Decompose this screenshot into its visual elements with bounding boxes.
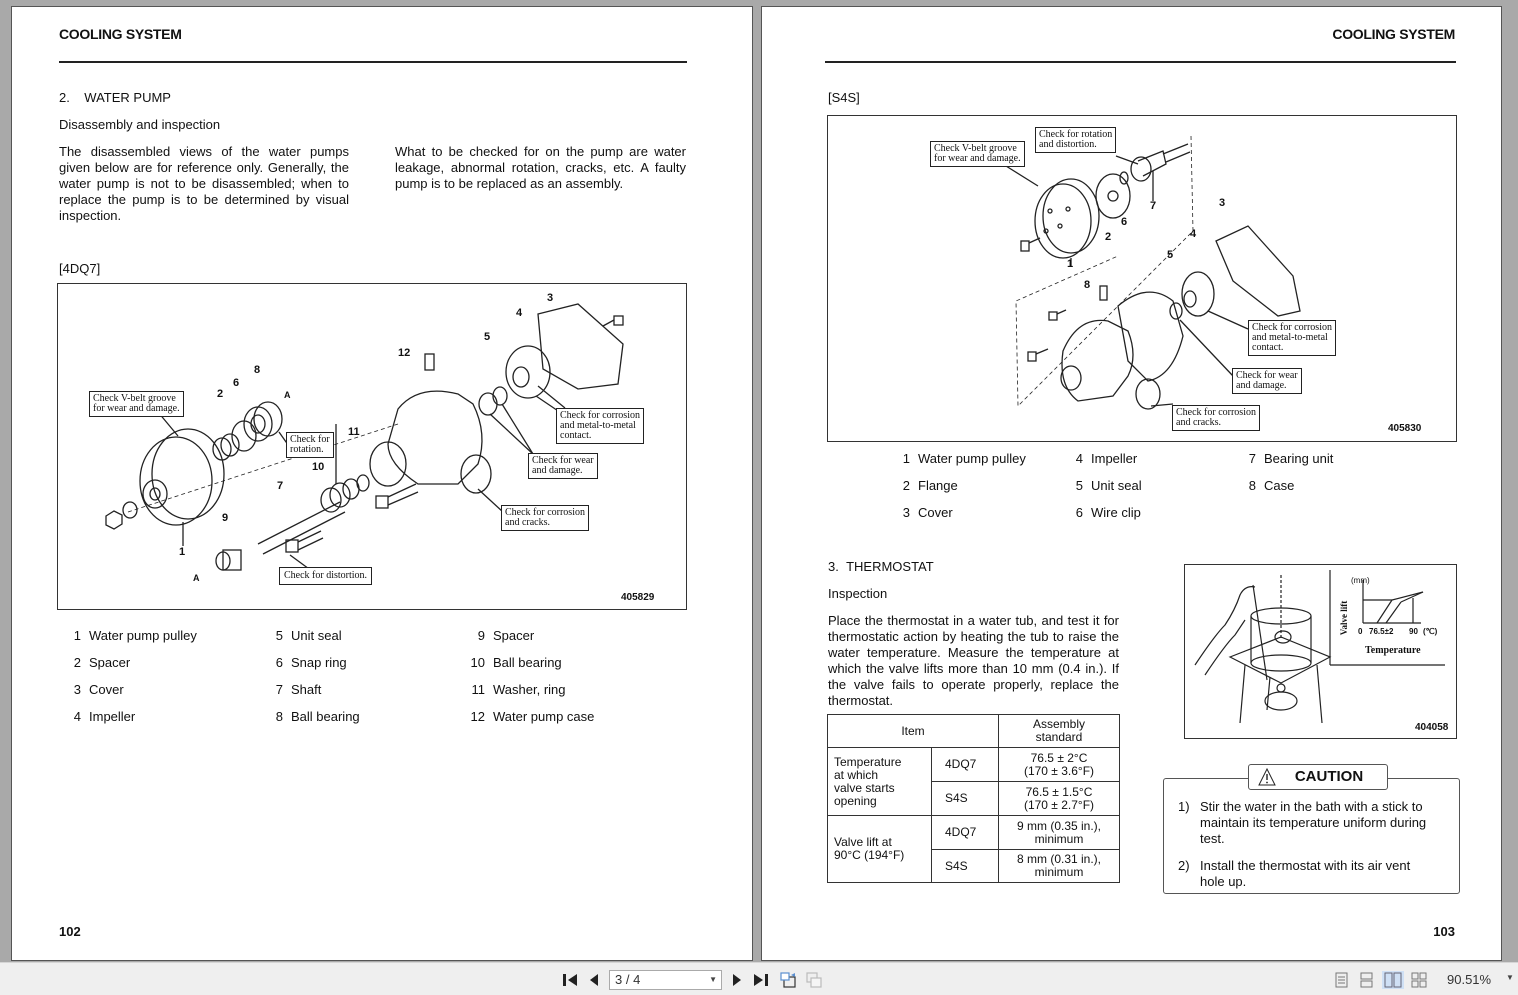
figure-id: 405830 (1388, 423, 1422, 434)
marker-9: 9 (222, 512, 229, 524)
figure-label: [4DQ7] (59, 261, 101, 276)
page-header: COOLING SYSTEM (1332, 26, 1455, 42)
graph-ylabel: Valve lift (1339, 600, 1350, 636)
legend-item: 7 Shaft (275, 682, 322, 697)
exploded-view-drawing (58, 284, 687, 610)
legend-item: 6 Wire clip (1075, 505, 1141, 520)
callout-rotation-distortion: Check for rotation and distortion. (1035, 127, 1116, 153)
continuous-page-icon (1360, 972, 1374, 988)
graph-xlabel: Temperature (1365, 645, 1421, 656)
graph-unit: (mm) (1351, 576, 1370, 585)
legend-item: 1 Water pump pulley (902, 451, 1026, 466)
callout-corrosion-cracks: Check for corrosion and cracks. (1172, 405, 1260, 431)
callout-corrosion-metal: Check for corrosion and metal-to-metal contact. (1248, 320, 1336, 356)
marker-2: 2 (1105, 231, 1112, 243)
marker-7: 7 (277, 480, 284, 492)
graph-xtick-0: 0 (1358, 627, 1363, 636)
page-selector[interactable]: 3 / 4 ▼ (609, 970, 722, 990)
marker-5: 5 (484, 331, 491, 343)
col-header-item: Item (828, 715, 999, 748)
page-number: 103 (1433, 924, 1455, 939)
figure-label: [S4S] (828, 90, 860, 105)
legend-item: 10 Ball bearing (470, 655, 562, 670)
go-forward-view-button[interactable] (805, 971, 823, 989)
marker-8: 8 (1084, 279, 1091, 291)
graph-xtick-1: 76.5±2 (1369, 627, 1394, 636)
row-group-temperature: Temperature at which valve starts opening (828, 748, 932, 816)
last-page-button[interactable] (752, 971, 770, 989)
marker-10: 10 (312, 461, 325, 473)
warning-triangle-icon (1258, 768, 1276, 786)
parts-legend-4dq7 (59, 628, 689, 738)
marker-12: 12 (398, 347, 411, 359)
first-page-button[interactable] (561, 971, 579, 989)
last-page-icon (753, 973, 769, 987)
legend-item: 6 Snap ring (275, 655, 347, 670)
header-rule (825, 61, 1456, 63)
legend-item: 3 Cover (73, 682, 124, 697)
intro-paragraph: The disassembled views of the water pumps given below are for reference only. Generally, the water pump is not to be disassembled; when to replace the pump is to be determined by visual inspection. (59, 144, 349, 223)
value-cell: 76.5 ± 2°C (170 ± 3.6°F) (999, 748, 1120, 782)
marker-a-bottom: A (193, 573, 200, 583)
marker-a-top: A (284, 390, 291, 400)
graph-xtick-2: 90 (1409, 627, 1418, 636)
legend-item: 11 Washer, ring (471, 682, 566, 697)
header-rule (59, 61, 687, 63)
thermostat-spec-table (827, 714, 1120, 883)
legend-item: 8 Ball bearing (275, 709, 360, 724)
model-cell: S4S (932, 782, 999, 816)
marker-1: 1 (1067, 258, 1074, 270)
marker-5: 5 (1167, 249, 1174, 261)
zoom-level[interactable]: 90.51% (1447, 972, 1492, 987)
callout-wear-damage: Check for wear and damage. (528, 453, 598, 479)
caution-item: 2) Install the thermostat with its air vent hole up. (1178, 858, 1411, 889)
legend-item: 12 Water pump case (470, 709, 595, 724)
legend-item: 9 Spacer (477, 628, 535, 643)
check-paragraph: What to be checked for on the pump are water leakage, abnormal rotation, cracks, etc. A faulty pump is to be replaced as an assembly. (395, 144, 686, 191)
marker-6: 6 (1121, 216, 1128, 228)
legend-item: 1 Water pump pulley (73, 628, 197, 643)
marker-11: 11 (348, 426, 360, 438)
table-header-row (828, 715, 1120, 748)
subsection-title: Disassembly and inspection (59, 117, 221, 132)
callout-rotation: Check for rotation. (286, 432, 334, 458)
marker-1: 1 (179, 546, 186, 558)
figure-id: 405829 (621, 592, 655, 603)
first-page-icon (562, 973, 578, 987)
section-title: 2. WATER PUMP (59, 90, 171, 105)
single-page-icon (1335, 972, 1349, 988)
legend-item: 8 Case (1248, 478, 1295, 493)
model-cell: S4S (932, 850, 999, 883)
facing-pages-view-button[interactable] (1382, 971, 1404, 989)
marker-7: 7 (1150, 200, 1157, 212)
callout-vbelt-groove: Check V-belt groove for wear and damage. (89, 391, 184, 417)
previous-page-button[interactable] (587, 971, 601, 989)
callout-vbelt-groove: Check V-belt groove for wear and damage. (930, 141, 1025, 167)
callout-corrosion-cracks: Check for corrosion and cracks. (501, 505, 589, 531)
page-header: COOLING SYSTEM (59, 26, 182, 42)
parts-legend-s4s (888, 451, 1448, 531)
previous-view-icon (780, 972, 796, 988)
page-102 (11, 6, 753, 961)
value-cell: 8 mm (0.31 in.), minimum (999, 850, 1120, 883)
legend-item: 4 Impeller (1075, 451, 1138, 466)
marker-3: 3 (1219, 197, 1226, 209)
chevron-down-icon: ▼ (709, 975, 717, 984)
caution-item: 1) Stir the water in the bath with a stick to maintain its temperature uniform during test. (1178, 799, 1427, 846)
callout-distortion: Check for distortion. (279, 567, 372, 585)
model-cell: 4DQ7 (932, 816, 999, 850)
caution-box (1163, 778, 1460, 894)
legend-item: 2 Spacer (73, 655, 131, 670)
figure-id: 404058 (1415, 722, 1449, 733)
marker-4: 4 (516, 307, 523, 319)
marker-4: 4 (1190, 228, 1197, 240)
legend-item: 3 Cover (902, 505, 953, 520)
single-page-view-button[interactable] (1333, 971, 1351, 989)
continuous-facing-view-button[interactable] (1410, 971, 1428, 989)
previous-page-icon (589, 973, 599, 987)
water-pump-4dq7-diagram (57, 283, 687, 610)
table-row (828, 748, 1120, 782)
table-row (828, 816, 1120, 850)
marker-8: 8 (254, 364, 261, 376)
row-group-valve-lift: Valve lift at 90°C (194°F) (828, 816, 932, 883)
marker-6: 6 (233, 377, 240, 389)
page-103 (761, 6, 1502, 961)
model-cell: 4DQ7 (932, 748, 999, 782)
continuous-view-button[interactable] (1358, 971, 1376, 989)
callout-corrosion-metal: Check for corrosion and metal-to-metal contact. (556, 408, 644, 444)
go-back-view-button[interactable] (779, 971, 797, 989)
zoom-dropdown-icon[interactable]: ▼ (1506, 973, 1514, 982)
thermostat-test-figure (1184, 564, 1457, 739)
graph-xtick-unit: (℃) (1423, 627, 1438, 636)
col-header-standard: Assembly standard (999, 715, 1120, 748)
thermostat-paragraph: Place the thermostat in a water tub, and test it for thermostatic action by heating the tub to raise the water temperature. Measure the temperature at which the valve lifts more than 10 mm (0.4 in.). If the valve fails to operate properly, replace the thermostat. (828, 613, 1119, 708)
legend-item: 4 Impeller (73, 709, 136, 724)
legend-item: 5 Unit seal (1075, 478, 1142, 493)
caution-title: CAUTION (1248, 764, 1388, 790)
caution-list (1178, 799, 1448, 890)
exploded-view-drawing (828, 116, 1457, 442)
next-view-icon (806, 972, 822, 988)
viewer-toolbar (0, 962, 1518, 995)
page-number: 102 (59, 924, 81, 939)
legend-item: 5 Unit seal (275, 628, 342, 643)
callout-wear-damage: Check for wear and damage. (1232, 368, 1302, 394)
marker-3: 3 (547, 292, 554, 304)
marker-2: 2 (217, 388, 224, 400)
facing-pages-icon (1384, 972, 1402, 988)
value-cell: 76.5 ± 1.5°C (170 ± 2.7°F) (999, 782, 1120, 816)
value-cell: 9 mm (0.35 in.), minimum (999, 816, 1120, 850)
water-pump-s4s-diagram (827, 115, 1457, 442)
thermostat-section-title: 3. THERMOSTAT (828, 559, 934, 574)
next-page-button[interactable] (730, 971, 744, 989)
legend-item: 2 Flange (902, 478, 958, 493)
inspection-subtitle: Inspection (828, 586, 888, 601)
continuous-facing-icon (1411, 972, 1427, 988)
legend-item: 7 Bearing unit (1248, 451, 1334, 466)
next-page-icon (732, 973, 742, 987)
